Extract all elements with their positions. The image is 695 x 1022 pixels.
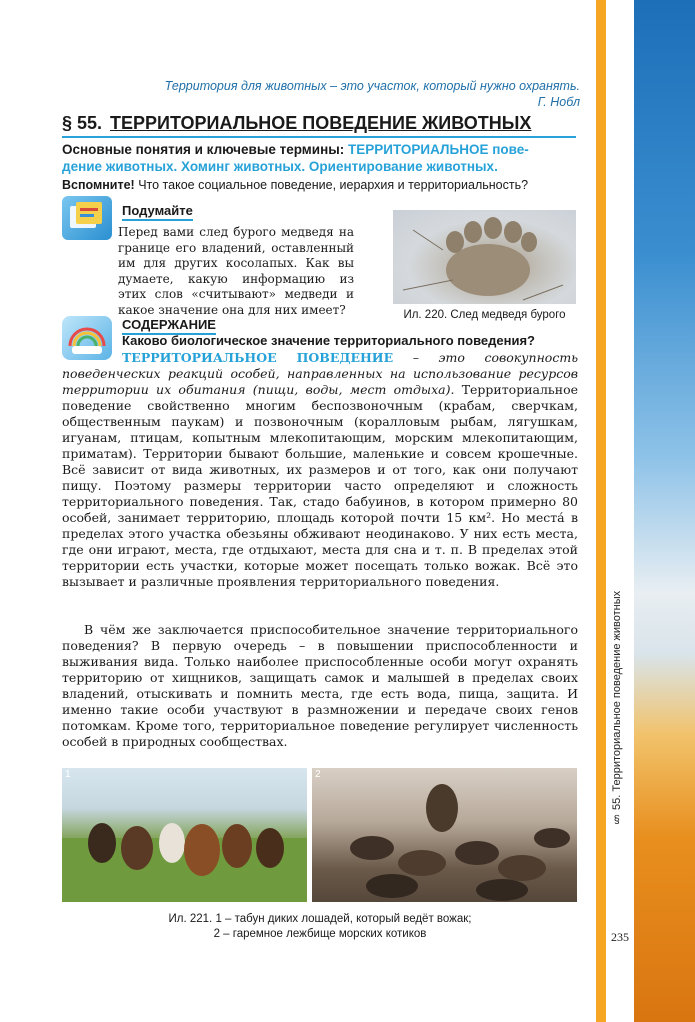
page-number: 235 [611, 930, 629, 944]
content-question: Каково биологическое значение территориального поведения? [122, 333, 535, 348]
epigraph [60, 78, 580, 110]
side-margin [606, 0, 634, 1022]
wild-horses-photo [62, 768, 307, 902]
epigraph-quote: Территория для животных – это участок, который нужно охранять. [164, 79, 580, 93]
section-heading [62, 113, 586, 134]
heading-rule [62, 136, 576, 138]
photo-1-number: 1 [65, 769, 71, 780]
side-orange-bar [596, 0, 606, 1022]
key-terms-list-1: ТЕРРИТОРИАЛЬНОЕ пове- [348, 142, 529, 157]
think-text: Перед вами след бурого медведя на границе его владений, оставленный им для других косолапых. Как вы думаете, какую информацию из этих слов «считывают» медведи и какое значение она для них имеет? [118, 225, 354, 317]
content-label: СОДЕРЖАНИЕ [122, 317, 216, 335]
figure-221-caption-line-1: Ил. 221. 1 – табун диких лошадей, который ведёт вожак; [168, 913, 472, 925]
section-number: § 55. [62, 113, 103, 133]
think-label: Подумайте [122, 203, 193, 221]
epigraph-author: Г. Нобл [537, 95, 580, 109]
term-territorial-behavior: ТЕРРИТОРИАЛЬНОЕ ПОВЕДЕНИЕ [122, 350, 394, 365]
side-sky-desert-image [634, 0, 695, 1022]
figure-221-caption-line-2: 2 – гаремное лежбище морских котиков [213, 928, 427, 940]
paragraph-1 [62, 350, 578, 590]
term-definition: – это совокупность поведенческих реакций особей, направленных на использование ресурсов территории их обитания (пищи, воды, мест отдыха). [62, 350, 578, 397]
figure-221-caption [62, 912, 578, 942]
key-terms-list-2: дение животных. Хоминг животных. Ориентирование животных. [62, 159, 498, 174]
figure-220-caption: Ил. 220. След медведя бурого [403, 309, 566, 321]
key-terms [62, 141, 582, 175]
books-icon [62, 196, 112, 240]
remember-text: Что такое социальное поведение, иерархия и территориальность? [138, 178, 529, 192]
running-section-title: § 55. Территориальное поведение животных [611, 590, 623, 825]
paragraph-1-text: Территориальное поведение свойственно многим беспозвоночным (крабам, сверчкам, общественным паукам) и позвоночным (коралловым рыбам, лягушкам, игуанам, птицам, копытным млекопитающим, морским млекопитающим, приматам). Территории бывают большие, маленькие и совсем крошечные. Всё зависит от вида животных, их размеров и от того, как они получают пищу. Поэтому размеры территории часто определяют и сложность территориального поведения. Так, стадо бабуинов, в котором примерно 80 особей, занимает территорию, площадь которой почти 15 км². Но места́ в пределах этого участка обезьяны обживают неодинаково. У них есть места, где они играют, места, где отдыхают, места для сна и т. п. В пределах этой территории есть участки, которые может посещать только вожак. Всё это вызывает и различные проявления территориального поведения. [62, 382, 578, 589]
paragraph-2: В чём же заключается приспособительное значение территориального поведения? В первую очередь – в повышении приспособленности и выживания вида. Только наиболее приспособленные особи могут охранять территорию от хищников, защищать самок и малышей в пределах своих владений, отыскивать и помнить места, где есть вода, пища, защита. И именно такие особи участвуют в размножении и передаче своих генов потомкам. Кроме того, территориальное поведение регулирует численность особей в природных сообществах. [62, 622, 578, 749]
remember-line [62, 177, 582, 193]
fur-seals-photo [312, 768, 577, 902]
photo-2-number: 2 [315, 769, 321, 780]
remember-label: Вспомните! [62, 178, 135, 192]
key-terms-label: Основные понятия и ключевые термины: [62, 142, 345, 157]
bear-track-photo [393, 210, 576, 304]
section-title: ТЕРРИТОРИАЛЬНОЕ ПОВЕДЕНИЕ ЖИВОТНЫХ [110, 113, 532, 133]
